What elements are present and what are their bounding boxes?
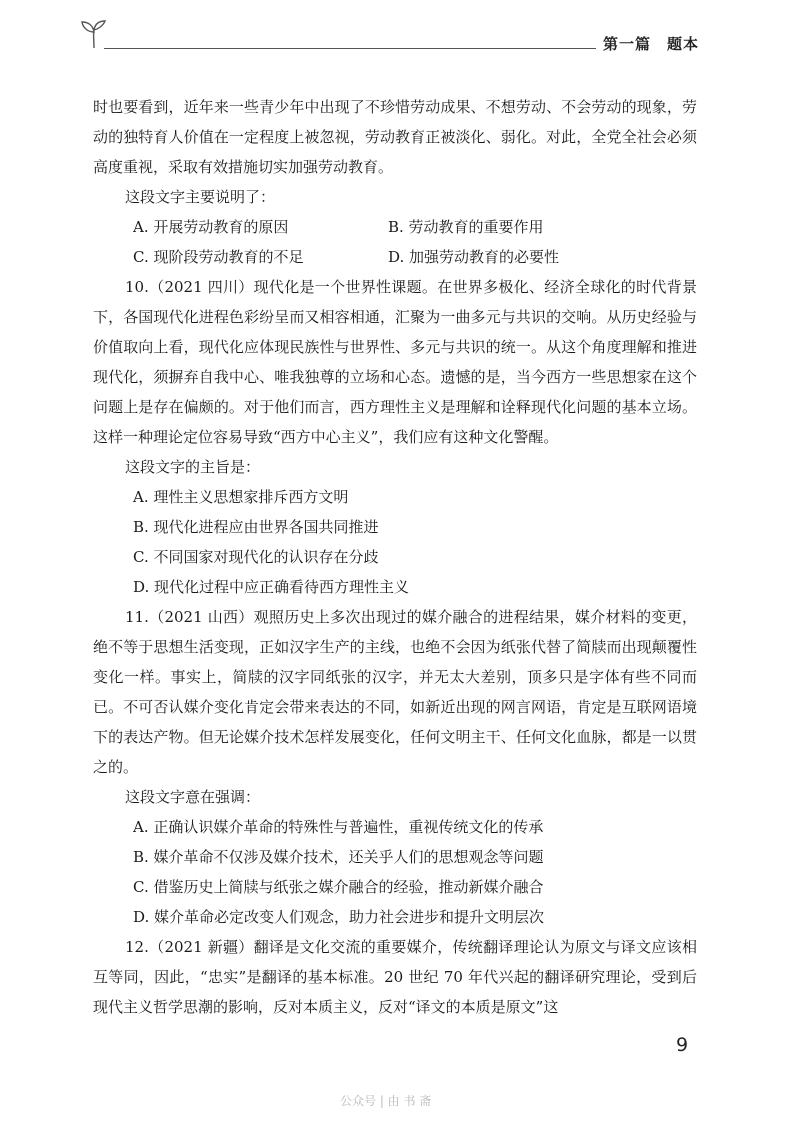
page-body [93,92,697,1022]
q12-text: 12.（2021 新疆）翻译是文化交流的重要媒介，传统翻译理论认为原文与译文应该相互等同，因此，“忠实”是翻译的基本标准。20 世纪 70 年代兴起的翻译研究理论，受到后现代主义哲学思潮的影响，反对本质主义，反对“译文的本质是原文”这 [93,938,697,1016]
q10-option-a: A. 理性主义思想家排斥西方文明 [133,488,349,506]
q9-prompt: 这段文字主要说明了： [125,188,276,206]
q10-prompt: 这段文字的主旨是： [125,458,261,476]
q11-option-b: B. 媒介革命不仅涉及媒介技术，还关乎人们的思想观念等问题 [133,848,544,866]
q11-option-d: D. 媒介革命必定改变人们观念，助力社会进步和提升文明层次 [133,908,545,926]
q9-options-row-1 [93,212,697,242]
page-header [0,0,800,70]
q11-text: 11.（2021 山西）观照历史上多次出现过的媒介融合的进程结果，媒介材料的变更，绝不等于思想生活变现，正如汉字生产的主线，也绝不会因为纸张代替了简牍而出现颠覆性变化一样。事实上，简牍的汉字同纸张的汉字，并无太大差别，顶多只是字体有些不同而已。不可否认媒介变化肯定会带来表达的不同，如新近出现的网言网语，肯定是互联网语境下的表达产物。但无论媒介技术怎样发展变化，任何文明主干、任何文化血脉，都是一以贯之的。 [93,608,697,776]
q9-option-d: D. 加强劳动教育的必要性 [388,248,560,266]
q9-option-b: B. 劳动教育的重要作用 [388,218,544,236]
intro-paragraph: 时也要看到，近年来一些青少年中出现了不珍惜劳动成果、不想劳动、不会劳动的现象，劳动的独特育人价值在一定程度上被忽视，劳动教育正被淡化、弱化。对此，全党全社会必须高度重视，采取有效措施切实加强劳动教育。 [93,98,697,176]
watermark: 公众号 | 由 书 斋 [340,1094,432,1108]
page-number: 9 [676,1034,689,1056]
q11-option-a: A. 正确认识媒介革命的特殊性与普遍性，重视传统文化的传承 [133,818,544,836]
q9-option-a: A. 开展劳动教育的原因 [133,218,289,236]
sprout-icon [78,20,110,50]
header-rule [104,48,596,49]
section-title: 第一篇 题本 [603,35,700,53]
q10-option-d: D. 现代化过程中应正确看待西方理性主义 [133,578,410,596]
q11-option-c: C. 借鉴历史上简牍与纸张之媒介融合的经验，推动新媒介融合 [133,878,544,896]
q10-text: 10.（2021 四川）现代化是一个世界性课题。在世界多极化、经济全球化的时代背景下，各国现代化进程色彩纷呈而又相容相通，汇聚为一曲多元与共识的交响。从历史经验与价值取向上看，现代化应体现民族性与世界性、多元与共识的统一。从这个角度理解和推进现代化，须摒弃自我中心、唯我独尊的立场和心态。遗憾的是，当今西方一些思想家在这个问题上是存在偏颇的。对于他们而言，西方理性主义是理解和诠释现代化问题的基本立场。这样一种理论定位容易导致“西方中心主义”，我们应有这种文化警醒。 [93,278,697,446]
q10-option-c: C. 不同国家对现代化的认识存在分歧 [133,548,379,566]
q9-option-c: C. 现阶段劳动教育的不足 [133,248,304,266]
q11-prompt: 这段文字意在强调： [125,788,261,806]
q9-options-row-2 [93,242,697,272]
q10-option-b: B. 现代化进程应由世界各国共同推进 [133,518,379,536]
